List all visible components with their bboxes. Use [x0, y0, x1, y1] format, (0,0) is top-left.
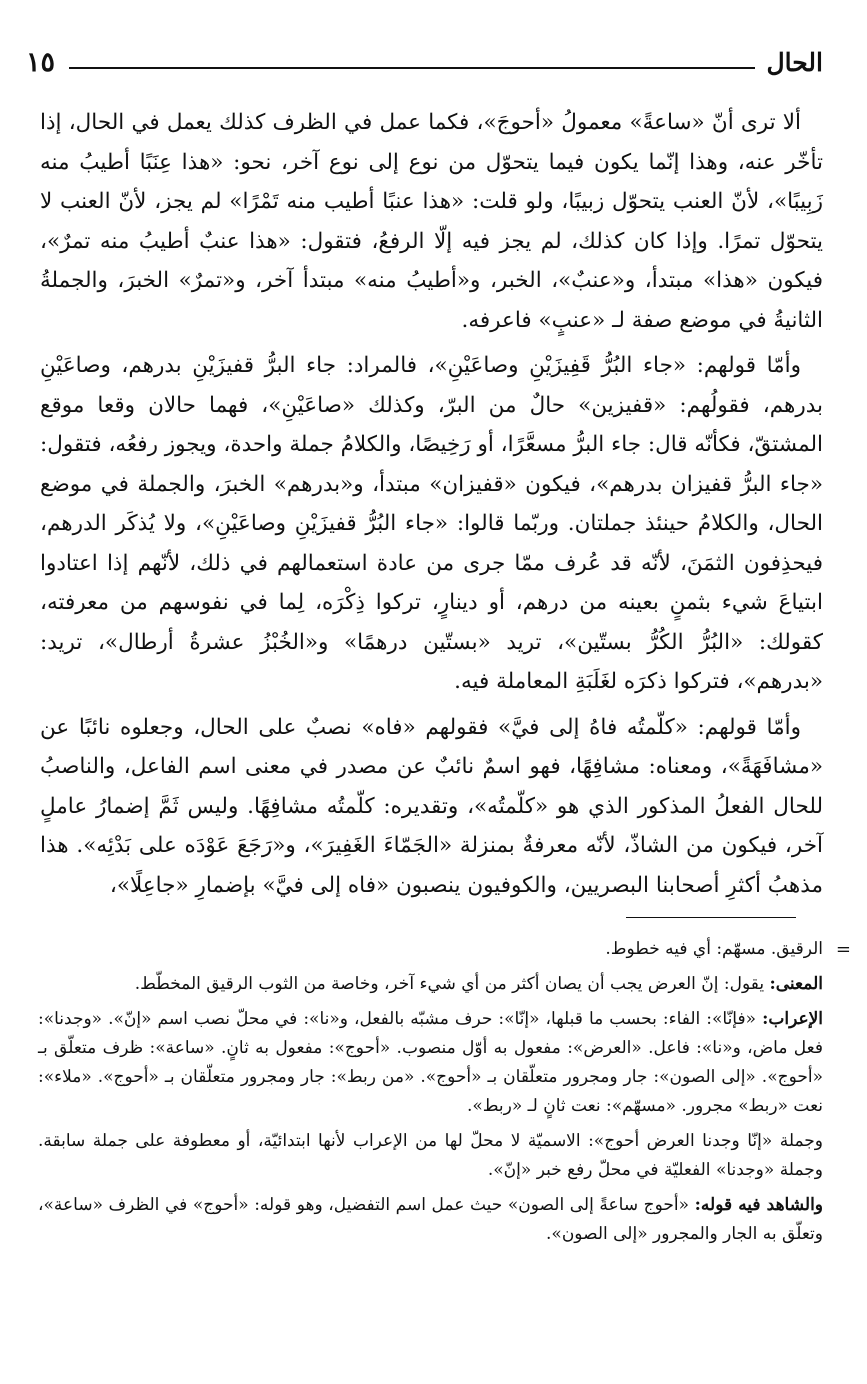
footnote-continuation	[38, 935, 851, 964]
paragraph-2: وأمّا قولهم: «جاء البُرُّ قَفِيزَيْنِ وصاعَيْنِ»، فالمراد: جاء البرُّ قفيزَيْنِ بدرهم، وصاعَيْنِ بدرهم، فقولُهم: «قفيزين» حالٌ من البرّ، وكذلك «صاعَيْنِ»، فهما حالان وقعا موقع المشتقّ، فكأنّه قال: جاء البرُّ مسعَّرًا، أو رَخِيصًا، والكلامُ جملة واحدة، ويجوز رفعُه، فتقول: «جاء البرُّ قفيزان بدرهم»، فيكون «قفيزان» مبتدأ، و«بدرهم» الخبرَ، والجملة في موضع الحال، والكلامُ حينئذ جملتان. وربّما قالوا: «جاء البُرُّ قفيزَيْنِ وصاعَيْنِ»، ولا يُذكَر الدرهم، فيحذِفون الثمَنَ، لأنّه قد عُرف ممّا جرى من عادة استعمالهم في ذلك، لأنّهم إذا اعتادوا ابتياعَ شيء بثمنٍ بعينه من درهم، أو دينارٍ، تركوا ذِكْرَه، لِما في نفوسهم من معرفته، كقولك: «البُرُّ الكُرُّ بستّين»، تريد «بستّين درهمًا» و«الخُبْزُ عشرةُ أرطال»، تريد: «بدرهم»، فتركوا ذكرَه لغَلَبَةِ المعاملة فيه.	[40, 353, 823, 694]
evidence-text: «أحوج ساعةً إلى الصون» حيث عمل اسم التفضيل، وهو قوله: «أحوج» في الظرف «ساعة»، وتعلّق به الجار والمجرور «إلى الصون».	[38, 1195, 823, 1244]
footnote-evidence	[38, 1191, 823, 1249]
footnote-meaning	[38, 970, 823, 999]
sentence-text: وجملة «إنّا وجدنا العرض أحوج»: الاسميّة لا محلّ لها من الإعراب لأنها ابتدائيّة، أو معطوفة على جملة سابقة. وجملة «وجدنا» الفعليّة في محلّ رفع خبر «إنّ».	[38, 1131, 823, 1180]
running-header	[26, 42, 823, 82]
irab-label: الإعراب:	[762, 1009, 824, 1029]
paragraph-3: وأمّا قولهم: «كلّمتُه فاهُ إلى فيَّ» فقولهم «فاه» نصبٌ على الحال، وجعلوه نائبًا عن «مشافَهَةً»، ومعناه: مشافِهًا، فهو اسمٌ نائبٌ عن مصدر في معنى اسم الفاعل، والناصبُ للحال الفعلُ المذكور الذي هو «كلّمتُه»، وتقديره: كلّمتُه مشافِهًا. وليس ثَمَّ إضمارُ عاملٍ آخر، فيكون من الشاذّ، لأنّه معرفةٌ بمنزلة «الجَمّاءَ الغَفِيرَ»، و«رَجَعَ عَوْدَه على بَدْئِه». هذا مذهبُ أكثرِ أصحابنا البصريين، والكوفيون ينصبون «فاه إلى فيَّ» بإضمارِ «جاعِلًا»،	[40, 714, 823, 898]
footnote-sentence	[38, 1127, 823, 1185]
meaning-text: يقول: إنّ العرض يجب أن يصان أكثر من أي شيء آخر، وخاصة من الثوب الرقيق المخطّط.	[134, 974, 765, 994]
header-rule	[69, 67, 755, 69]
chapter-title: الحال	[766, 47, 823, 77]
irab-text: «فإنّا»: الفاء: بحسب ما قبلها، «إنّا»: حرف مشبّه بالفعل، و«نا»: في محلّ نصب اسم «إنّ». «وجدنا»: فعل ماض، و«نا»: فاعل. «العرض»: مفعول به أوّل منصوب. «أحوج»: مفعول به ثانٍ. «ساعة»: ظرف متعلّق بـ «أحوج». «إلى الصون»: جار ومجرور متعلّقان بـ «أحوج». «من ربط»: جار ومجرور متعلّقان بـ «أحوج». «ملاء»: نعت «ربط» مجرور. «مسهّم»: نعت ثانٍ لـ «ربط».	[38, 1009, 823, 1116]
footnotes	[38, 935, 851, 1255]
paragraph-1: ألا ترى أنّ «ساعةً» معمولُ «أحوجَ»، فكما عمل في الظرف كذلك يعمل في الحال، إذا تأخّر عنه، وهذا إنّما يكون فيما يتحوّل من نوع إلى نوع آخر، نحو: «هذا عِنَبًا أطيبُ منه زَبِيبًا»، لأنّ العنب يتحوّل زبيبًا، ولو قلت: «هذا عنبًا أطيب منه تَمْرًا» لم يجز، لأنّ العنب لا يتحوّل تمرًا. وإذا كان كذلك، لم يجز فيه إلّا الرفعُ، فتقول: «هذا عنبٌ أطيبُ منه تمرٌ»، فيكون «هذا» مبتدأ، و«عنبٌ»، الخبر، و«أطيبُ منه» مبتدأ آخر، و«تمرٌ» الخبرَ، والجملةُ الثانيةُ في موضع صفة لـ «عنبٍ» فاعرفه.	[40, 110, 823, 333]
continuation-mark: =	[835, 939, 851, 960]
meaning-label: المعنى:	[769, 974, 823, 994]
footnote-separator	[626, 917, 796, 918]
footnote-irab	[38, 1005, 823, 1121]
page-number: ١٥	[26, 46, 56, 78]
evidence-label: والشاهد فيه قوله:	[694, 1195, 823, 1215]
main-text	[40, 103, 823, 911]
continuation-text: الرقيق. مسهّم: أي فيه خطوط.	[605, 939, 823, 959]
